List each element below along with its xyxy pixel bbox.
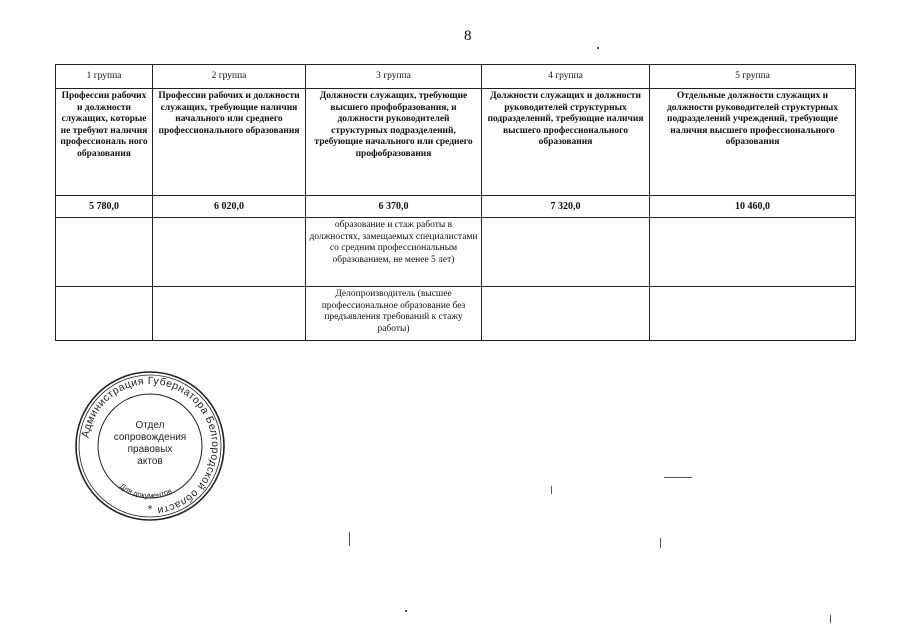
empty-cell bbox=[650, 287, 856, 341]
empty-cell bbox=[56, 287, 153, 341]
table-header-row bbox=[56, 65, 856, 89]
scan-speck bbox=[664, 477, 692, 478]
amount-group-2: 6 020,0 bbox=[153, 196, 306, 218]
description-group-2: Профессии рабочих и должности служащих, требующие наличия начального или среднего профессионального образования bbox=[153, 89, 306, 196]
empty-cell bbox=[650, 218, 856, 287]
scan-speck bbox=[349, 532, 350, 546]
scan-speck bbox=[660, 538, 661, 548]
empty-cell bbox=[482, 287, 650, 341]
header-group-2: 2 группа bbox=[153, 65, 306, 89]
scan-speck bbox=[551, 486, 552, 494]
note-cell-2: Делопроизводитель (высшее профессиональное образование без предъявления требований к стажу работы) bbox=[306, 287, 482, 341]
header-group-4: 4 группа bbox=[482, 65, 650, 89]
scan-speck bbox=[405, 610, 407, 612]
amount-group-5: 10 460,0 bbox=[650, 196, 856, 218]
header-group-3: 3 группа bbox=[306, 65, 482, 89]
stamp-line: Отдел bbox=[135, 420, 165, 431]
empty-cell bbox=[153, 218, 306, 287]
header-group-1: 1 группа bbox=[56, 65, 153, 89]
description-group-1: Профессии рабочих и должности служащих, которые не требуют наличия профессиональ ного образования bbox=[56, 89, 153, 196]
scan-speck bbox=[597, 47, 599, 49]
description-group-4: Должности служащих и должности руководителей структурных подразделений, требующие наличия высшего профессионального образования bbox=[482, 89, 650, 196]
official-stamp bbox=[74, 370, 226, 522]
amount-group-3: 6 370,0 bbox=[306, 196, 482, 218]
amount-group-1: 5 780,0 bbox=[56, 196, 153, 218]
header-group-5: 5 группа bbox=[650, 65, 856, 89]
stamp-line: правовых bbox=[127, 444, 173, 455]
description-group-3: Должности служащих, требующие высшего профобразования, и должности руководителей структурных подразделений, требующие начального или среднего профобразования bbox=[306, 89, 482, 196]
note-cell-1: образование и стаж работы в должностях, замещаемых специалистами со средним профессиональным образованием, не менее 5 лет) bbox=[306, 218, 482, 287]
empty-cell bbox=[56, 218, 153, 287]
table-note-row bbox=[56, 287, 856, 341]
svg-text:Администрация Губернатора Белг: Администрация Губернатора Белгородской области bbox=[79, 374, 222, 517]
empty-cell bbox=[482, 218, 650, 287]
table-description-row bbox=[56, 89, 856, 196]
page-number: 8 bbox=[464, 28, 472, 44]
amount-group-4: 7 320,0 bbox=[482, 196, 650, 218]
scan-speck bbox=[830, 615, 831, 623]
description-group-5: Отдельные должности служащих и должности руководителей структурных подразделений учреждений, требующие наличия высшего профессионального образования bbox=[650, 89, 856, 196]
table-note-row bbox=[56, 218, 856, 287]
salary-groups-table bbox=[55, 64, 856, 341]
svg-text:*: * bbox=[147, 504, 153, 515]
empty-cell bbox=[153, 287, 306, 341]
stamp-line: актов bbox=[137, 456, 163, 467]
stamp-center-text bbox=[84, 420, 216, 468]
stamp-line: сопровождения bbox=[113, 432, 187, 443]
table-amount-row bbox=[56, 196, 856, 218]
svg-text:Для документов: Для документов bbox=[118, 481, 174, 501]
